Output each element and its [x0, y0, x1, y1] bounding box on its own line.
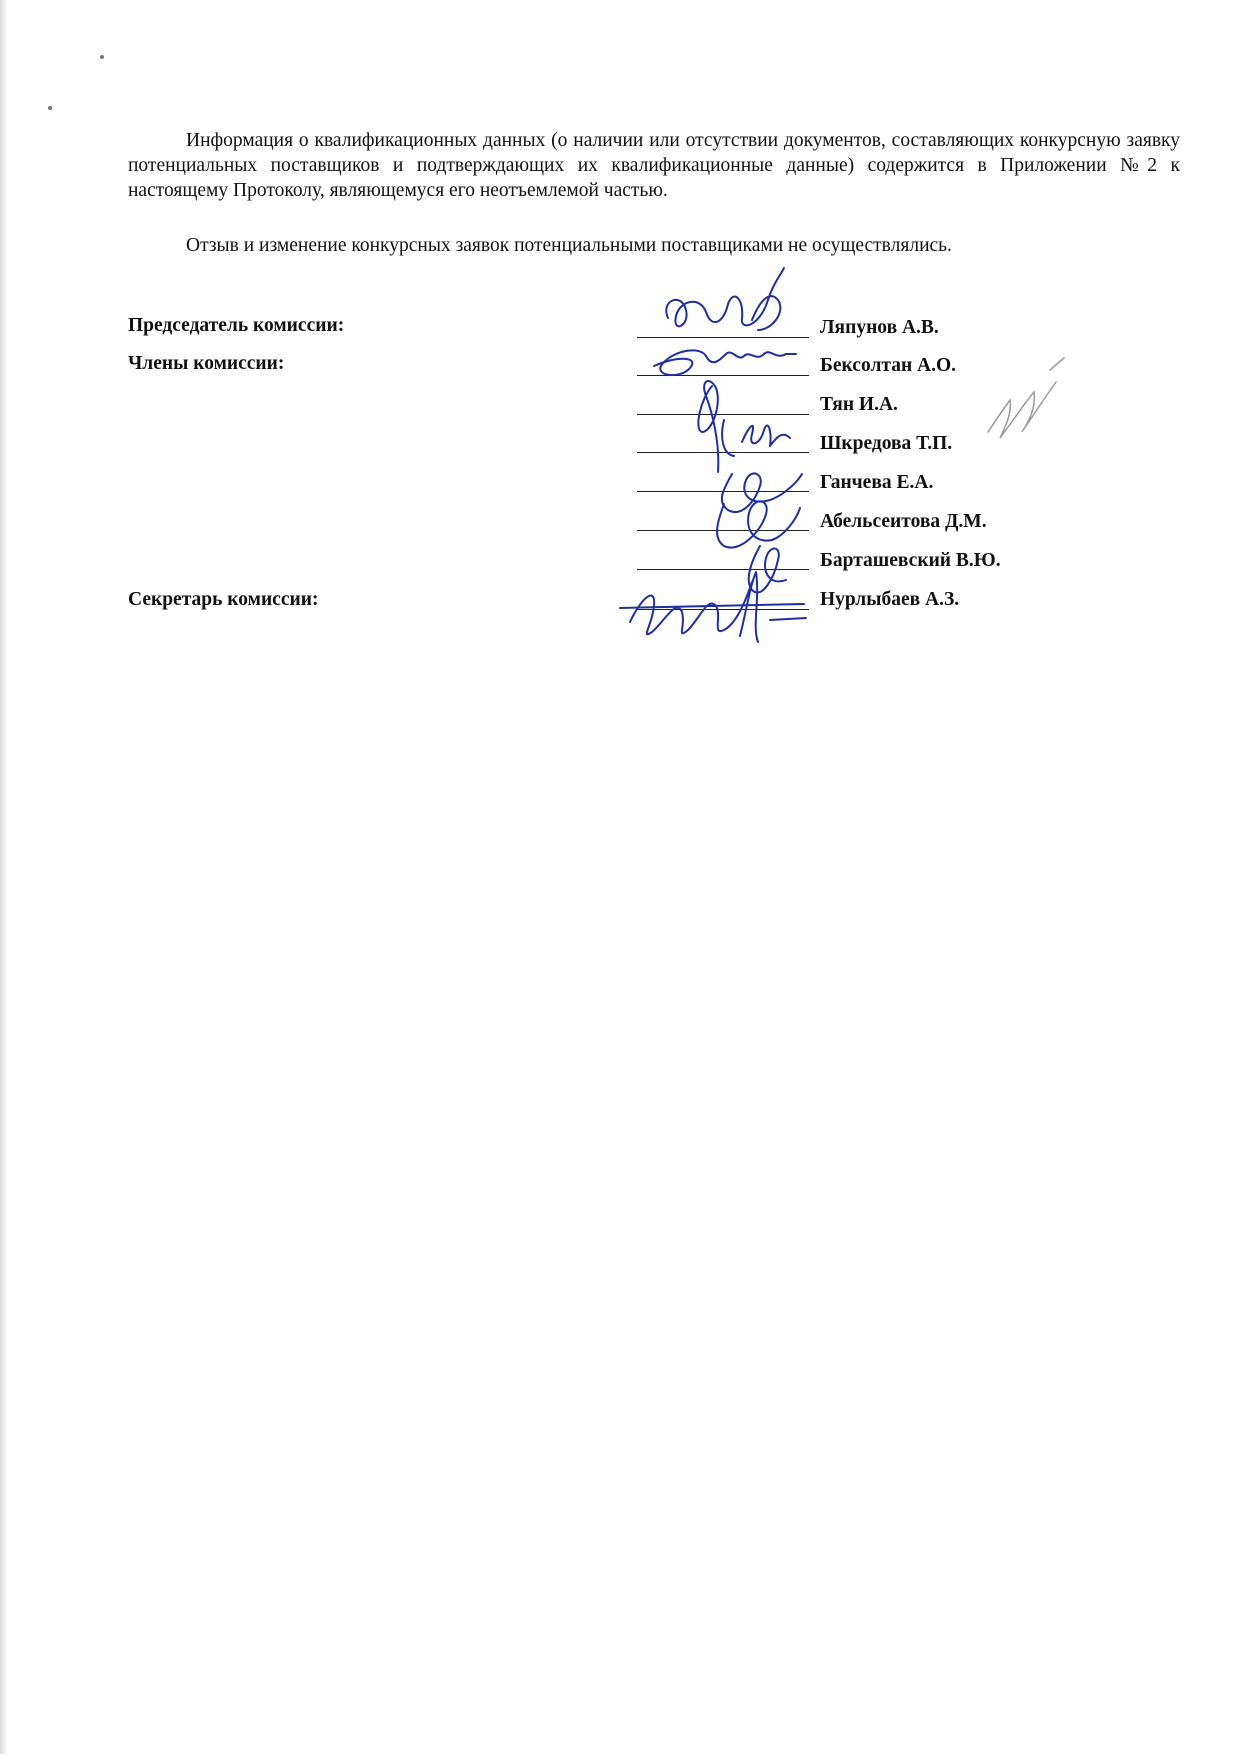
signature-secretary — [620, 572, 806, 642]
signature-line — [637, 414, 809, 415]
signatory-name: Шкредова Т.П. — [820, 433, 953, 454]
signature-line — [637, 452, 809, 453]
chair-label: Председатель комиссии: — [128, 315, 345, 336]
signatory-name: Тян И.А. — [820, 394, 898, 415]
signature-member-2 — [698, 381, 718, 472]
signatory-name: Абельсеитова Д.М. — [820, 511, 987, 532]
withdrawal-paragraph: Отзыв и изменение конкурсных заявок потенциальными поставщиками не осуществлялись. — [186, 235, 952, 256]
scan-speck — [100, 55, 104, 59]
scan-speck — [48, 106, 52, 110]
signature-member-5 — [717, 501, 800, 547]
signatory-name: Барташевский В.Ю. — [820, 550, 1001, 571]
members-label: Члены комиссии: — [128, 353, 285, 374]
signatory-name: Ганчева Е.А. — [820, 472, 934, 493]
signatory-name: Ляпунов А.В. — [820, 317, 939, 338]
scan-edge — [0, 0, 8, 1754]
signature-line — [637, 569, 809, 570]
signature-line — [637, 609, 809, 610]
signature-line — [637, 375, 809, 376]
signature-member-1 — [654, 350, 796, 375]
signature-pencil — [988, 358, 1064, 438]
signature-line — [637, 530, 809, 531]
secretary-label: Секретарь комиссии: — [128, 589, 319, 610]
signatory-name: Бексолтан А.О. — [820, 355, 957, 376]
signature-line — [637, 491, 809, 492]
signature-member-3 — [722, 420, 790, 456]
signature-member-4 — [722, 473, 802, 512]
qualification-info-paragraph: Информация о квалификационных данных (о наличии или отсутствии документов, составляющих конкурсную заявку потенциальных поставщиков и подтверждающих их квалификационные данные) содержится в Приложении №2 к настоящему Протоколу, являющемуся его неотъемлемой частью. — [128, 130, 1180, 201]
signature-chair — [666, 268, 784, 330]
signature-line — [637, 337, 809, 338]
signatory-name: Нурлыбаев А.З. — [820, 589, 960, 610]
